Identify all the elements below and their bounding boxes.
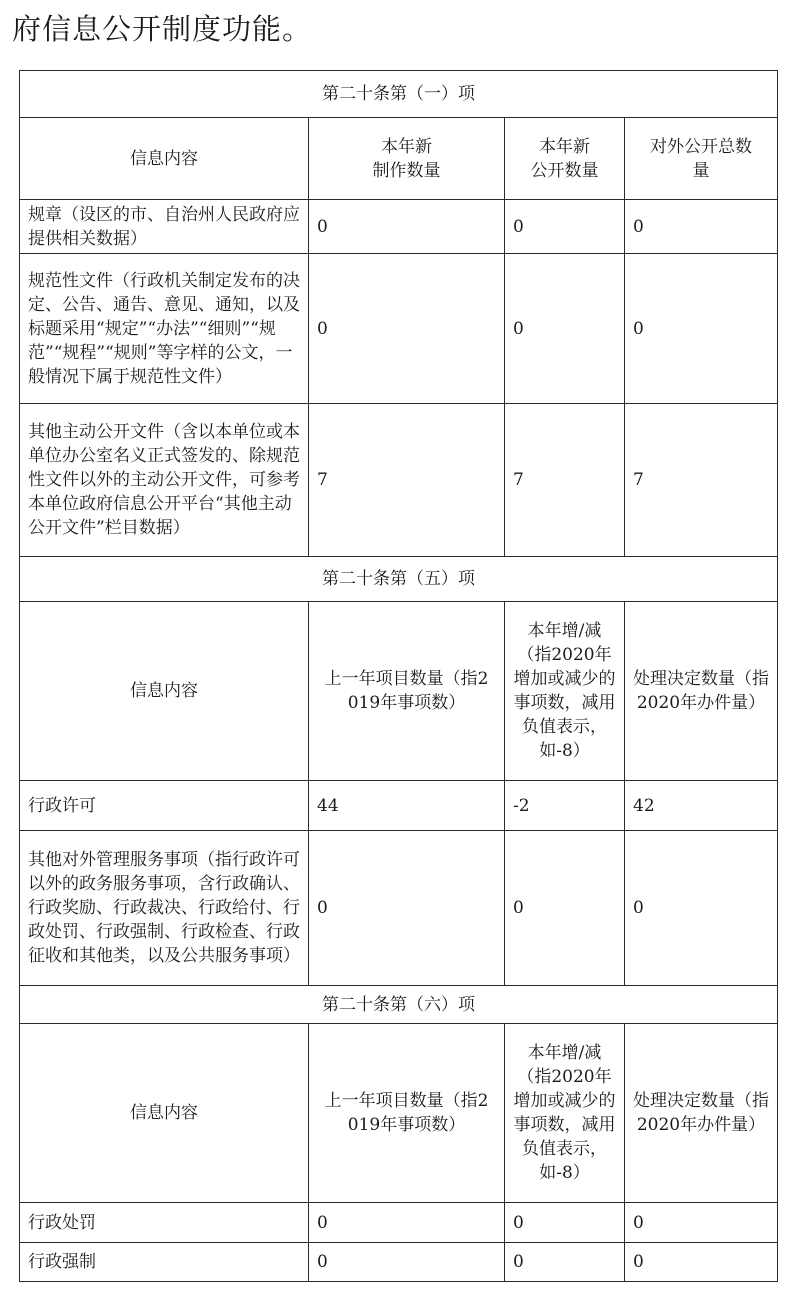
header-row (20, 118, 778, 200)
header-yearly-change: 本年增/减（指2020年增加或减少的事项数，减用负值表示，如-8） (505, 1024, 625, 1203)
header-new-published-count: 本年新 公开数量 (505, 118, 625, 200)
header-info-content: 信息内容 (20, 1024, 309, 1203)
cell-value: 0 (505, 200, 625, 254)
cell-value: 0 (309, 200, 505, 254)
header-info-content: 信息内容 (20, 602, 309, 781)
row-label: 行政许可 (20, 781, 309, 831)
cell-value: 0 (625, 200, 778, 254)
header-info-content: 信息内容 (20, 118, 309, 200)
cell-value: -2 (505, 781, 625, 831)
row-label: 其他主动公开文件（含以本单位或本单位办公室名义正式签发的、除规范性文件以外的主动公开文件，可参考本单位政府信息公开平台“其他主动公开文件”栏目数据） (20, 404, 309, 557)
cell-value: 0 (625, 254, 778, 404)
table-row (20, 404, 778, 557)
section-title-row (20, 557, 778, 602)
row-label: 规章（设区的市、自治州人民政府应提供相关数据） (20, 200, 309, 254)
table-row (20, 254, 778, 404)
intro-text: 府信息公开制度功能。 (12, 12, 313, 46)
header-new-created-count: 本年新 制作数量 (309, 118, 505, 200)
header-last-year-count: 上一年项目数量（指2019年事项数） (309, 1024, 505, 1203)
table-row (20, 781, 778, 831)
table-row (20, 200, 778, 254)
header-decision-count: 处理决定数量（指2020年办件量） (625, 1024, 778, 1203)
header-yearly-change: 本年增/减（指2020年增加或减少的事项数，减用负值表示，如-8） (505, 602, 625, 781)
cell-value: 7 (625, 404, 778, 557)
header-last-year-count: 上一年项目数量（指2019年事项数） (309, 602, 505, 781)
cell-value: 0 (309, 254, 505, 404)
cell-value: 0 (625, 831, 778, 986)
cell-value: 7 (505, 404, 625, 557)
cell-value: 44 (309, 781, 505, 831)
disclosure-table (19, 70, 778, 1282)
cell-value: 0 (505, 254, 625, 404)
cell-value: 0 (309, 1203, 505, 1243)
cell-value: 0 (505, 1203, 625, 1243)
header-total-public-count: 对外公开总数 量 (625, 118, 778, 200)
table-row (20, 1203, 778, 1243)
header-row (20, 1024, 778, 1203)
table-row (20, 1243, 778, 1282)
section-title: 第二十条第（六）项 (20, 986, 778, 1024)
cell-value: 0 (309, 1243, 505, 1282)
section-title: 第二十条第（五）项 (20, 557, 778, 602)
header-decision-count: 处理决定数量（指2020年办件量） (625, 602, 778, 781)
header-row (20, 602, 778, 781)
section-title-row (20, 71, 778, 118)
row-label: 其他对外管理服务事项（指行政许可以外的政务服务事项，含行政确认、行政奖励、行政裁决、行政给付、行政处罚、行政强制、行政检查、行政征收和其他类，以及公共服务事项） (20, 831, 309, 986)
row-label: 行政处罚 (20, 1203, 309, 1243)
section-title: 第二十条第（一）项 (20, 71, 778, 118)
cell-value: 7 (309, 404, 505, 557)
cell-value: 0 (309, 831, 505, 986)
cell-value: 0 (505, 831, 625, 986)
table-row (20, 831, 778, 986)
cell-value: 0 (625, 1243, 778, 1282)
cell-value: 42 (625, 781, 778, 831)
cell-value: 0 (505, 1243, 625, 1282)
cell-value: 0 (625, 1203, 778, 1243)
row-label: 行政强制 (20, 1243, 309, 1282)
section-title-row (20, 986, 778, 1024)
row-label: 规范性文件（行政机关制定发布的决定、公告、通告、意见、通知，以及标题采用“规定”“办法”“细则”“规范”“规程”“规则”等字样的公文，一般情况下属于规范性文件） (20, 254, 309, 404)
